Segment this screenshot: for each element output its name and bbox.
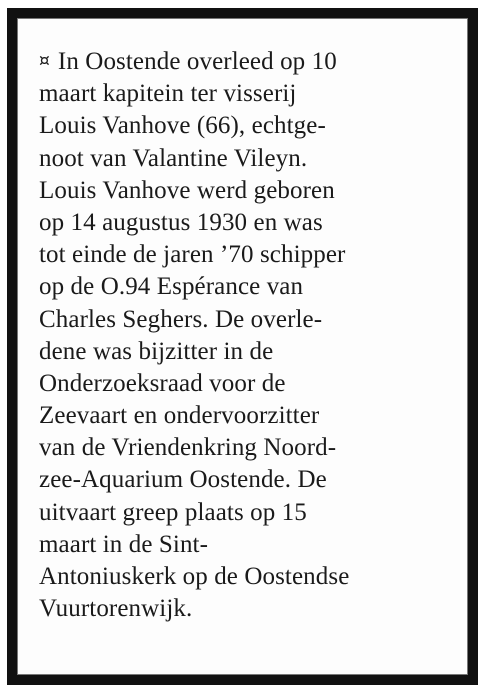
- article-line-1: [39, 46, 464, 78]
- article-frame: [7, 8, 478, 685]
- article-line-5: Louis Vanhove werd geboren: [39, 176, 335, 204]
- article-line-14: zee-Aquarium Oostende. De: [39, 466, 327, 494]
- article-line-13: van de Vriendenkring Noord-: [39, 434, 337, 462]
- article-line-7: tot einde de jaren ’70 schipper: [39, 241, 346, 269]
- article-line-6: op 14 augustus 1930 en was: [39, 208, 323, 236]
- article-body: [39, 46, 464, 625]
- article-line-12: Zeevaart en ondervoorzitter: [39, 402, 320, 430]
- article-line-1-text: In Oostende overleed op 10: [57, 48, 337, 75]
- article-line-17: Antoniuskerk op de Oostendse: [39, 563, 350, 590]
- article-line-11: Onderzoeksraad voor de: [39, 369, 286, 397]
- article-line-2: maart kapitein ter visserij: [39, 80, 297, 108]
- article-line-8: op de O.94 Espérance van: [39, 273, 304, 301]
- article-line-15: uitvaart greep plaats op 15: [39, 498, 307, 526]
- article-line-9: Charles Seghers. De overle-: [39, 305, 323, 333]
- article-line-3: Louis Vanhove (66), echtge-: [39, 112, 326, 140]
- article-line-16: maart in de Sint-: [39, 530, 209, 558]
- article-line-10: dene was bijzitter in de: [39, 337, 274, 365]
- bullet-icon: ¤: [39, 51, 50, 71]
- article-line-18: Vuurtorenwijk.: [39, 595, 193, 623]
- article-line-4: noot van Valantine Vileyn.: [39, 144, 308, 172]
